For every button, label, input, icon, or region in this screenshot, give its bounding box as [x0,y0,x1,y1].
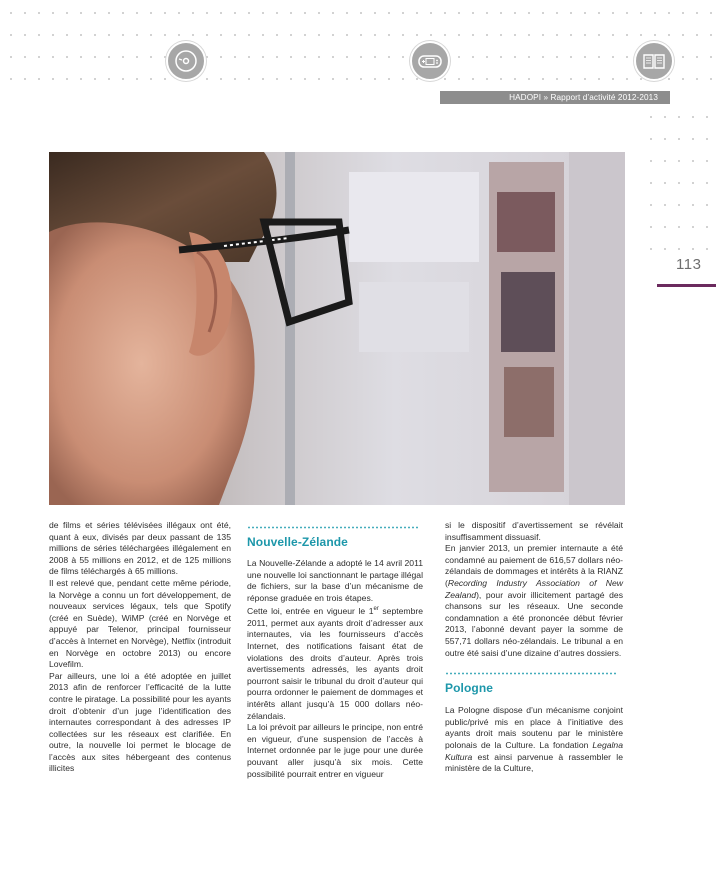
paragraph: La Nouvelle-Zélande a adopté le 14 avril 2011 une nouvelle loi sanctionnant le partage illégal de fichiers, sur la base d’un mécanisme de réponse graduée en trois étapes. [247,558,423,603]
text-column-1 [49,520,231,775]
text-run: En janvier 2013, un premier internaute a été condamné au paiement de 616,57 dollars néo-zélandais de dommages et intérêts à la RIANZ ( [445,543,623,588]
section-title-pologne: Pologne [445,681,494,696]
text-column-2 [247,520,423,780]
text-run: ), pour avoir illicitement partagé des chansons sur les réseaux. Une seconde condamnation a été prononcée début février 2013, l’abonné devant payer la somme de 557,71 dollars néo-zélandais. Le tribunal a en outre été saisi d’une dizaine d’autres dossiers. [445,589,623,658]
disc-icon [166,41,206,81]
book-icon [634,41,674,81]
paragraph: Il est relevé que, pendant cette même période, la Norvège a connu un fort développement, de nouveaux services légaux, tels que Spotify (créé en Suède), WiMP (créé en Norvège et appuyé par Telenor, principal fournisseur d’accès à Internet en Norvège), Netflix (introduit en Norvège en octobre 2013) ou encore Lovefilm. [49,577,231,670]
dot-pattern-top [0,0,716,92]
paragraph: La loi prévoit par ailleurs le principe, non entré en vigueur, d’une suspension de l’accès à Internet ordonnée par le juge pour une durée pouvant aller jusqu’à six mois. Cette possibilité pourrait entrer en vigueur [247,722,423,779]
page-number-rule [657,284,716,287]
paragraph: si le dispositif d’avertissement se révélait insuffisamment dissuasif. [445,520,623,542]
text-run: La Pologne dispose d’un mécanisme conjoint public/privé mis en place à l’initiative des ayants droit mais soutenu par le ministère polonais de la Culture. La fondation [445,705,623,750]
paragraph [445,705,623,775]
paragraph: de films et séries télévisées illégaux ont été, quant à eux, divisés par deux passant de 135 millions de séries téléchargées illégalement en 2008 à 55 millions en 2012, et de 125 millions de films téléchargés à 65 millions. [49,520,231,577]
text-column-3 [445,520,623,775]
text-run: Cette loi, entrée en vigueur le 1 [247,606,374,617]
ordinal-superscript: er [373,606,379,613]
running-header: HADOPI » Rapport d’activité 2012-2013 [440,91,670,104]
italic-organization-name: Recording Industry Association of New Zealand [445,577,623,600]
paragraph: Par ailleurs, une loi a été adoptée en juillet 2013 afin de renforcer l’efficacité de la lutte contre le piratage. La possibilité pour les ayants droit d’obtenir d’un juge l’identification des internautes correspondant à des adresses IP collectées sur les réseaux est clarifiée. En outre, la nouvelle loi permet le blocage de l’accès aux sites hébergeant des contenus illicites [49,670,231,774]
section-title-nouvelle-zelande: Nouvelle-Zélande [247,535,348,549]
italic-foundation-name: Legalna Kultura [445,739,623,762]
photo-woman-reading-screen [49,152,625,505]
paragraph [247,604,423,722]
paragraph [445,543,623,659]
section-dot-rule [247,525,419,530]
text-run: septembre 2011, permet aux ayants droit d’adresser aux internautes, via les fournisseurs d’accès Internet, des notifications faisant état de violations des droits d’auteur. Après trois avertissements adressés, les ayants droit pourront saisir le tribunal du droit d’auteur qui pourra ordonner le paiement de dommages et intérêts allant jusqu’à 15 000 dollars néo-zélandais. [247,606,423,721]
game-console-icon [410,41,450,81]
page-number: 113 [676,256,702,273]
dot-pattern-right [640,106,716,256]
text-run: est ainsi parvenue à rassembler le ministère de la Culture, [445,751,623,774]
section-dot-rule [445,671,617,676]
